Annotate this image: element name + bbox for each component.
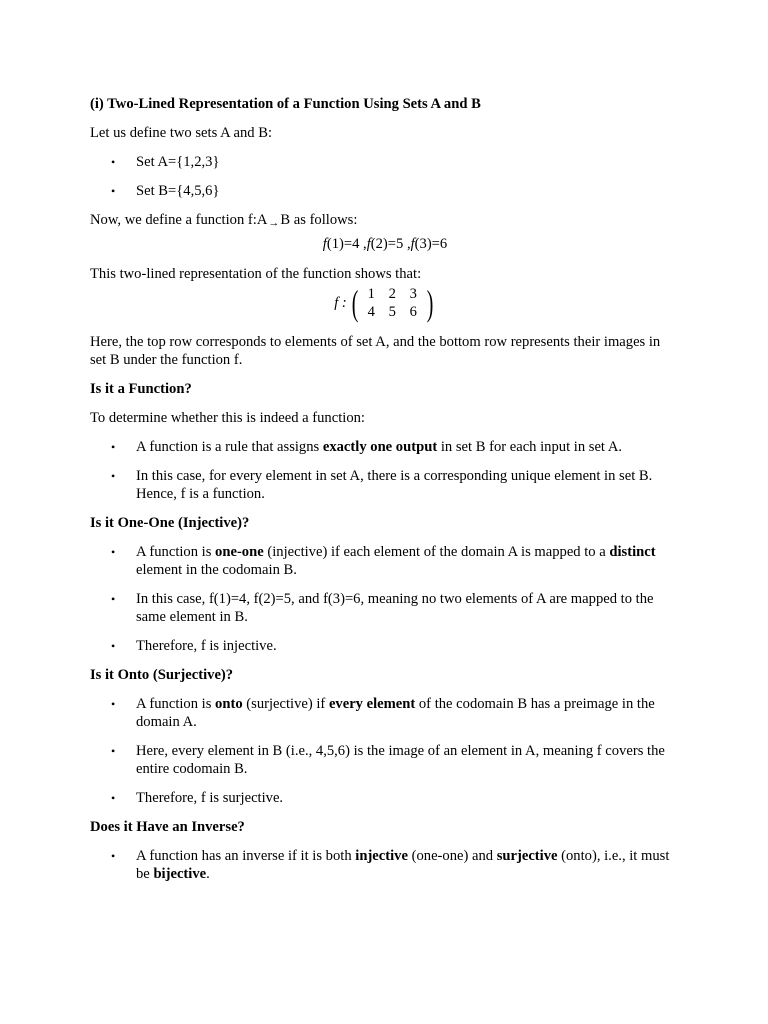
list-item: • Therefore, f is injective. — [111, 638, 277, 654]
injective-list — [90, 543, 680, 655]
function-list — [90, 438, 680, 503]
matrix-label: f : — [334, 295, 347, 311]
document-page — [90, 95, 680, 894]
list-item: • In this case, f(1)=4, f(2)=5, and f(3)=6, meaning no two elements of A are mapped to the same element in B. — [111, 591, 654, 625]
heading-injective: Is it One-One (Injective)? — [90, 515, 250, 531]
list-item-set-b: • Set B={4,5,6} — [111, 183, 220, 199]
list-item: • A function is a rule that assigns exactly one output in set B for each input in set A. — [111, 439, 623, 455]
matrix-explanation: Here, the top row corresponds to elements of set A, and the bottom row represents their images in set B under the function f. — [90, 334, 661, 368]
function-equation: f(1)=4 ,f(2)=5 ,f(3)=6 — [322, 236, 448, 252]
matrix-top-row: 1 2 3 — [367, 286, 417, 302]
bullet-icon: • — [111, 639, 116, 653]
bullet-icon: • — [111, 849, 116, 863]
bullet-icon: • — [111, 469, 116, 483]
surjective-list — [90, 695, 680, 807]
heading-inverse: Does it Have an Inverse? — [90, 819, 245, 835]
two-line-intro: This two-lined representation of the function shows that: — [90, 266, 422, 282]
arrow-icon: → — [268, 217, 280, 229]
sets-list — [90, 153, 680, 200]
list-item: • Here, every element in B (i.e., 4,5,6) is the image of an element in A, meaning f covers the entire codomain B. — [111, 743, 665, 777]
bullet-icon: • — [111, 155, 116, 169]
left-paren-icon: ( — [351, 283, 359, 323]
bullet-icon: • — [111, 791, 116, 805]
function-intro: To determine whether this is indeed a function: — [90, 410, 365, 426]
matrix-bottom-row: 4 5 6 — [367, 304, 417, 320]
bullet-icon: • — [111, 545, 116, 559]
bullet-icon: • — [111, 697, 116, 711]
function-definition: Now, we define a function f:A→B as follows: — [90, 212, 358, 229]
bullet-icon: • — [111, 744, 116, 758]
inverse-list — [90, 847, 680, 883]
heading-surjective: Is it Onto (Surjective)? — [90, 667, 234, 683]
bullet-icon: • — [111, 592, 116, 606]
list-item: • A function is one-one (injective) if each element of the domain A is mapped to a distinct element in the codomain B. — [111, 544, 656, 578]
list-item: • Therefore, f is surjective. — [111, 790, 284, 806]
right-paren-icon: ) — [426, 283, 434, 323]
bullet-icon: • — [111, 440, 116, 454]
list-item-set-a: • Set A={1,2,3} — [111, 154, 220, 170]
section-title: (i) Two-Lined Representation of a Function Using Sets A and B — [90, 96, 481, 112]
heading-is-function: Is it a Function? — [90, 381, 192, 397]
bullet-icon: • — [111, 184, 116, 198]
list-item: • In this case, for every element in set A, there is a corresponding unique element in set B. Hence, f is a function. — [111, 468, 653, 502]
list-item: • A function is onto (surjective) if every element of the codomain B has a preimage in the domain A. — [111, 696, 655, 730]
two-line-matrix — [90, 285, 680, 321]
list-item: • A function has an inverse if it is both injective (one-one) and surjective (onto), i.e., it must be bijective. — [111, 848, 670, 882]
sets-intro: Let us define two sets A and B: — [90, 125, 272, 141]
